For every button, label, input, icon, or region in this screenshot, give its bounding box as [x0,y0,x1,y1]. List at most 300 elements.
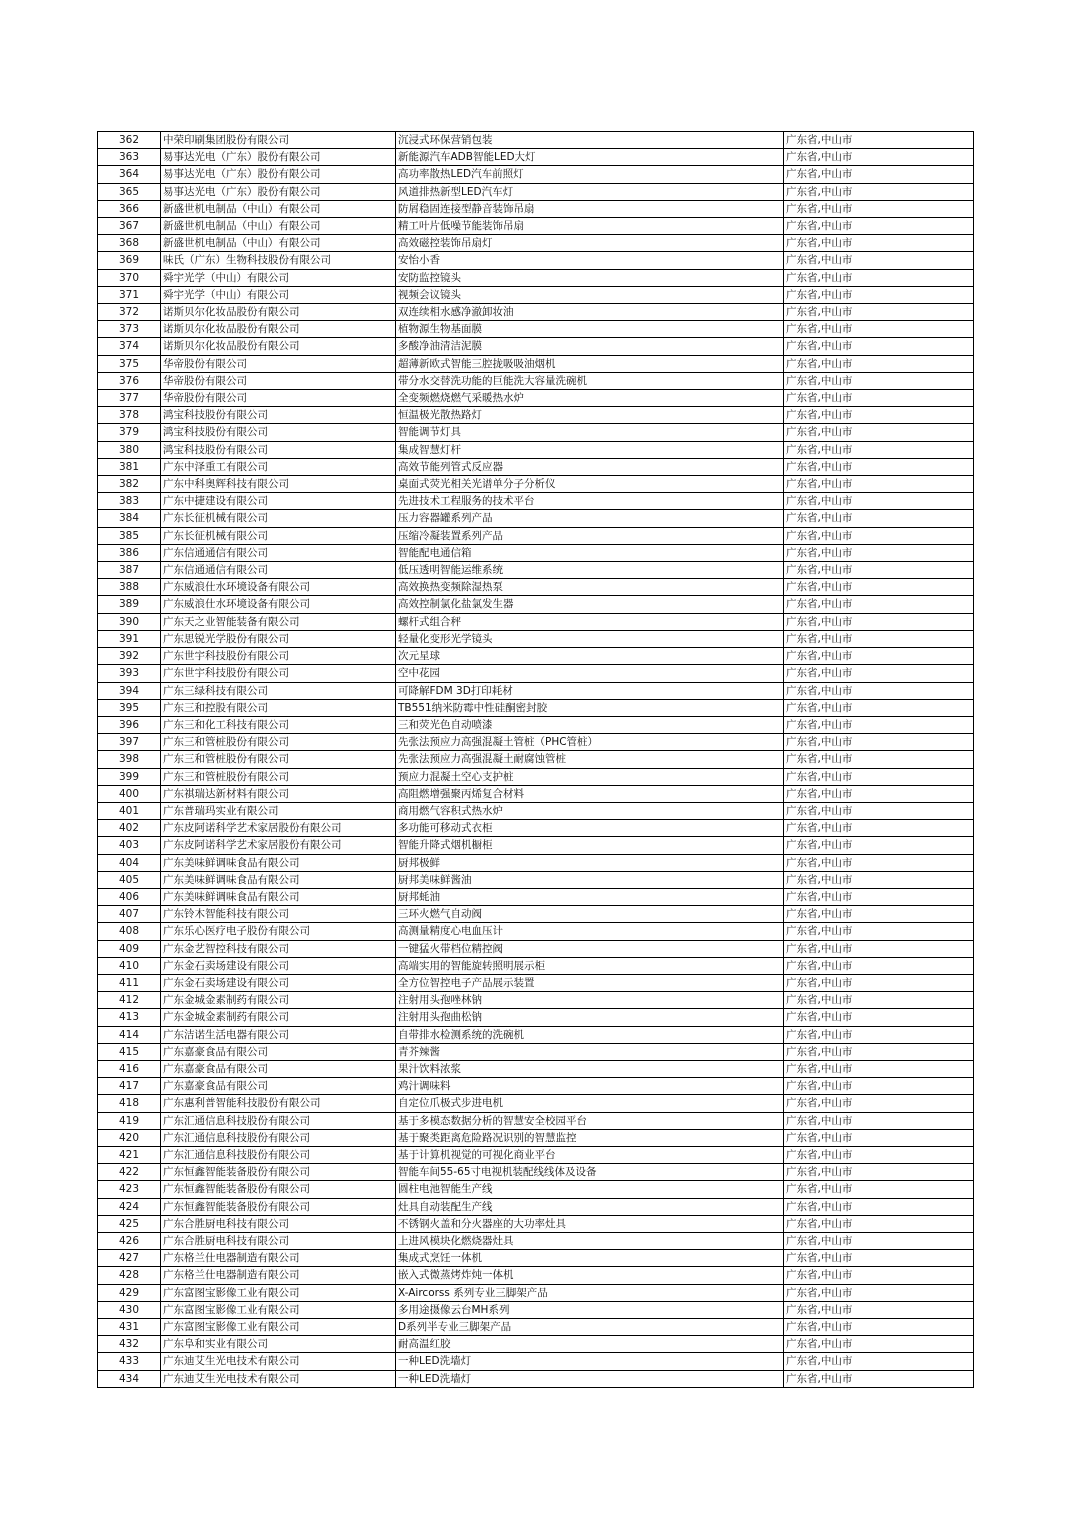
table-body [98,132,974,1388]
company-name-cell: 广东富图宝影像工业有限公司 [161,1301,396,1318]
company-name-cell: 易事达光电（广东）股份有限公司 [161,149,396,166]
row-number-cell: 393 [98,665,161,682]
region-cell: 广东省,中山市 [784,132,974,149]
row-number-cell: 385 [98,527,161,544]
row-number-cell: 374 [98,338,161,355]
row-number-cell: 420 [98,1129,161,1146]
table-row [98,458,974,475]
row-number-cell: 404 [98,854,161,871]
table-row [98,1078,974,1095]
region-cell: 广东省,中山市 [784,837,974,854]
region-cell: 广东省,中山市 [784,1164,974,1181]
region-cell: 广东省,中山市 [784,235,974,252]
region-cell: 广东省,中山市 [784,665,974,682]
table-row [98,304,974,321]
region-cell: 广东省,中山市 [784,407,974,424]
table-row [98,1370,974,1387]
region-cell: 广东省,中山市 [784,286,974,303]
product-name-cell: 高效换热变频除湿热泵 [396,579,784,596]
product-name-cell: 智能车间55-65寸电视机装配线线体及设备 [396,1164,784,1181]
product-name-cell: 一键猛火带档位精控阀 [396,940,784,957]
company-name-cell: 广东信通通信有限公司 [161,544,396,561]
table-row [98,957,974,974]
product-name-cell: 多用途摄像云台MH系列 [396,1301,784,1318]
company-name-cell: 广东汇通信息科技股份有限公司 [161,1146,396,1163]
region-cell: 广东省,中山市 [784,476,974,493]
company-name-cell: 广东思锐光学股份有限公司 [161,630,396,647]
company-name-cell: 广东恒鑫智能装备股份有限公司 [161,1164,396,1181]
company-name-cell: 广东金石卖场建设有限公司 [161,974,396,991]
company-name-cell: 广东格兰仕电器制造有限公司 [161,1250,396,1267]
row-number-cell: 401 [98,802,161,819]
region-cell: 广东省,中山市 [784,321,974,338]
company-name-cell: 广东迪艾生光电技术有限公司 [161,1370,396,1387]
company-name-cell: 中荣印刷集团股份有限公司 [161,132,396,149]
region-cell: 广东省,中山市 [784,820,974,837]
row-number-cell: 383 [98,493,161,510]
row-number-cell: 386 [98,544,161,561]
table-row [98,1043,974,1060]
table-row [98,1181,974,1198]
product-name-cell: 高效磁控装饰吊扇灯 [396,235,784,252]
region-cell: 广东省,中山市 [784,1026,974,1043]
product-name-cell: 次元星球 [396,648,784,665]
table-row [98,149,974,166]
row-number-cell: 413 [98,1009,161,1026]
product-name-cell: 灶具自动装配生产线 [396,1198,784,1215]
company-name-cell: 广东汇通信息科技股份有限公司 [161,1129,396,1146]
product-name-cell: 沉浸式环保营销包装 [396,132,784,149]
product-name-cell: 全方位智控电子产品展示装置 [396,974,784,991]
region-cell: 广东省,中山市 [784,183,974,200]
table-row [98,1112,974,1129]
row-number-cell: 419 [98,1112,161,1129]
product-name-cell: 自带排水检测系统的洗碗机 [396,1026,784,1043]
row-number-cell: 434 [98,1370,161,1387]
row-number-cell: 376 [98,372,161,389]
region-cell: 广东省,中山市 [784,1370,974,1387]
company-name-cell: 鸿宝科技股份有限公司 [161,407,396,424]
region-cell: 广东省,中山市 [784,527,974,544]
region-cell: 广东省,中山市 [784,544,974,561]
region-cell: 广东省,中山市 [784,562,974,579]
product-name-cell: 压力容器罐系列产品 [396,510,784,527]
region-cell: 广东省,中山市 [784,1267,974,1284]
company-name-cell: 广东信通通信有限公司 [161,562,396,579]
company-name-cell: 华帝股份有限公司 [161,355,396,372]
table-row [98,579,974,596]
region-cell: 广东省,中山市 [784,252,974,269]
region-cell: 广东省,中山市 [784,493,974,510]
company-name-cell: 广东合胜厨电科技有限公司 [161,1233,396,1250]
row-number-cell: 375 [98,355,161,372]
row-number-cell: 431 [98,1319,161,1336]
table-row [98,493,974,510]
region-cell: 广东省,中山市 [784,1233,974,1250]
table-row [98,1129,974,1146]
product-name-cell: 果汁饮料浓浆 [396,1060,784,1077]
row-number-cell: 365 [98,183,161,200]
region-cell: 广东省,中山市 [784,682,974,699]
region-cell: 广东省,中山市 [784,1009,974,1026]
product-name-cell: 风道排热新型LED汽车灯 [396,183,784,200]
company-name-cell: 新盛世机电制品（中山）有限公司 [161,235,396,252]
company-name-cell: 广东阜和实业有限公司 [161,1336,396,1353]
region-cell: 广东省,中山市 [784,871,974,888]
product-name-cell: 视频会议镜头 [396,286,784,303]
row-number-cell: 395 [98,699,161,716]
company-name-cell: 诺斯贝尔化妆品股份有限公司 [161,321,396,338]
row-number-cell: 432 [98,1336,161,1353]
product-name-cell: 青芥辣酱 [396,1043,784,1060]
row-number-cell: 389 [98,596,161,613]
row-number-cell: 390 [98,613,161,630]
table-row [98,1233,974,1250]
table-row [98,820,974,837]
company-name-cell: 华帝股份有限公司 [161,390,396,407]
product-name-cell: 高端实用的智能旋转照明展示柜 [396,957,784,974]
company-name-cell: 广东皮阿诺科学艺术家居股份有限公司 [161,820,396,837]
region-cell: 广东省,中山市 [784,596,974,613]
row-number-cell: 400 [98,785,161,802]
table-row [98,630,974,647]
row-number-cell: 408 [98,923,161,940]
product-name-cell: 带分水交替洗功能的巨能洗大容量洗碗机 [396,372,784,389]
product-name-cell: 不锈钢火盖和分火器座的大功率灶具 [396,1215,784,1232]
table-row [98,751,974,768]
product-name-cell: 三和荧光色自动喷漆 [396,716,784,733]
product-name-cell: 先进技术工程服务的技术平台 [396,493,784,510]
table-row [98,544,974,561]
product-name-cell: 可降解FDM 3D打印耗材 [396,682,784,699]
region-cell: 广东省,中山市 [784,751,974,768]
company-name-cell: 广东嘉豪食品有限公司 [161,1043,396,1060]
company-name-cell: 广东美味鲜调味食品有限公司 [161,888,396,905]
region-cell: 广东省,中山市 [784,768,974,785]
product-name-cell: 三环火燃气自动阀 [396,906,784,923]
product-name-cell: 预应力混凝土空心支护桩 [396,768,784,785]
table-row [98,906,974,923]
product-name-cell: 高测量精度心电血压计 [396,923,784,940]
company-name-cell: 广东嘉豪食品有限公司 [161,1060,396,1077]
row-number-cell: 423 [98,1181,161,1198]
region-cell: 广东省,中山市 [784,1250,974,1267]
table-row [98,510,974,527]
region-cell: 广东省,中山市 [784,957,974,974]
company-name-cell: 广东世宇科技股份有限公司 [161,665,396,682]
region-cell: 广东省,中山市 [784,854,974,871]
product-name-cell: 耐高温红胶 [396,1336,784,1353]
company-name-cell: 广东中捷建设有限公司 [161,493,396,510]
product-name-cell: 先张法预应力高强混凝土管桩（PHC管桩） [396,734,784,751]
product-name-cell: 一种LED洗墙灯 [396,1370,784,1387]
product-name-cell: 新能源汽车ADB智能LED大灯 [396,149,784,166]
row-number-cell: 363 [98,149,161,166]
product-name-cell: 空中花园 [396,665,784,682]
company-name-cell: 广东恒鑫智能装备股份有限公司 [161,1198,396,1215]
row-number-cell: 428 [98,1267,161,1284]
region-cell: 广东省,中山市 [784,716,974,733]
company-name-cell: 广东汇通信息科技股份有限公司 [161,1112,396,1129]
row-number-cell: 411 [98,974,161,991]
product-name-cell: 高功率散热LED汽车前照灯 [396,166,784,183]
region-cell: 广东省,中山市 [784,200,974,217]
row-number-cell: 414 [98,1026,161,1043]
region-cell: 广东省,中山市 [784,992,974,1009]
company-name-cell: 广东嘉豪食品有限公司 [161,1078,396,1095]
company-name-cell: 广东格兰仕电器制造有限公司 [161,1267,396,1284]
company-name-cell: 广东长征机械有限公司 [161,527,396,544]
table-row [98,1336,974,1353]
table-row [98,166,974,183]
table-row [98,1026,974,1043]
company-name-cell: 广东皮阿诺科学艺术家居股份有限公司 [161,837,396,854]
company-name-cell: 广东金石卖场建设有限公司 [161,957,396,974]
product-name-cell: 桌面式荧光相关光谱单分子分析仪 [396,476,784,493]
product-name-cell: D系列半专业三脚架产品 [396,1319,784,1336]
region-cell: 广东省,中山市 [784,149,974,166]
table-row [98,1060,974,1077]
company-name-cell: 易事达光电（广东）股份有限公司 [161,183,396,200]
table-row [98,1164,974,1181]
region-cell: 广东省,中山市 [784,613,974,630]
region-cell: 广东省,中山市 [784,1353,974,1370]
row-number-cell: 430 [98,1301,161,1318]
row-number-cell: 379 [98,424,161,441]
row-number-cell: 397 [98,734,161,751]
company-name-cell: 舜宇光学（中山）有限公司 [161,269,396,286]
product-name-cell: 基于多模态数据分析的智慧安全校园平台 [396,1112,784,1129]
row-number-cell: 409 [98,940,161,957]
table-row [98,854,974,871]
row-number-cell: 380 [98,441,161,458]
row-number-cell: 388 [98,579,161,596]
region-cell: 广东省,中山市 [784,940,974,957]
table-row [98,355,974,372]
table-row [98,648,974,665]
table-row [98,407,974,424]
region-cell: 广东省,中山市 [784,424,974,441]
row-number-cell: 433 [98,1353,161,1370]
row-number-cell: 373 [98,321,161,338]
company-name-cell: 鸿宝科技股份有限公司 [161,441,396,458]
region-cell: 广东省,中山市 [784,218,974,235]
table-row [98,768,974,785]
row-number-cell: 382 [98,476,161,493]
row-number-cell: 425 [98,1215,161,1232]
table-row [98,235,974,252]
company-name-cell: 新盛世机电制品（中山）有限公司 [161,200,396,217]
product-name-cell: 高效节能列管式反应器 [396,458,784,475]
table-row [98,734,974,751]
row-number-cell: 387 [98,562,161,579]
table-row [98,802,974,819]
table-row [98,923,974,940]
table-row [98,1250,974,1267]
table-row [98,183,974,200]
company-name-cell: 舜宇光学（中山）有限公司 [161,286,396,303]
table-row [98,1267,974,1284]
product-name-cell: 注射用头孢曲松钠 [396,1009,784,1026]
region-cell: 广东省,中山市 [784,1181,974,1198]
product-name-cell: 智能调节灯具 [396,424,784,441]
product-name-cell: 螺杆式组合秤 [396,613,784,630]
table-row [98,699,974,716]
row-number-cell: 417 [98,1078,161,1095]
company-name-cell: 广东威浪仕水环境设备有限公司 [161,579,396,596]
region-cell: 广东省,中山市 [784,699,974,716]
table-row [98,871,974,888]
company-name-cell: 广东铃木智能科技有限公司 [161,906,396,923]
region-cell: 广东省,中山市 [784,1129,974,1146]
region-cell: 广东省,中山市 [784,1078,974,1095]
table-row [98,888,974,905]
table-row [98,562,974,579]
row-number-cell: 394 [98,682,161,699]
company-name-cell: 广东三和管桩股份有限公司 [161,751,396,768]
region-cell: 广东省,中山市 [784,458,974,475]
table-row [98,1009,974,1026]
company-name-cell: 广东天之业智能装备有限公司 [161,613,396,630]
region-cell: 广东省,中山市 [784,648,974,665]
company-name-cell: 广东三和管桩股份有限公司 [161,734,396,751]
region-cell: 广东省,中山市 [784,906,974,923]
row-number-cell: 362 [98,132,161,149]
company-name-cell: 广东合胜厨电科技有限公司 [161,1215,396,1232]
company-name-cell: 鸿宝科技股份有限公司 [161,424,396,441]
product-name-cell: 鸡汁调味料 [396,1078,784,1095]
product-name-cell: 厨邦极鲜 [396,854,784,871]
table-row [98,716,974,733]
table-row [98,1319,974,1336]
product-name-cell: 上进风模块化燃烧器灶具 [396,1233,784,1250]
company-name-cell: 广东美味鲜调味食品有限公司 [161,871,396,888]
row-number-cell: 403 [98,837,161,854]
company-name-cell: 广东金城金素制药有限公司 [161,992,396,1009]
product-name-cell: 厨邦蚝油 [396,888,784,905]
product-name-cell: 智能配电通信箱 [396,544,784,561]
region-cell: 广东省,中山市 [784,355,974,372]
company-name-cell: 广东金艺智控科技有限公司 [161,940,396,957]
table-row [98,321,974,338]
table-row [98,527,974,544]
table-row [98,1095,974,1112]
region-cell: 广东省,中山市 [784,1043,974,1060]
product-name-cell: 超薄新欧式智能三腔拢吸吸油烟机 [396,355,784,372]
company-name-cell: 广东美味鲜调味食品有限公司 [161,854,396,871]
product-name-cell: 压缩冷凝装置系列产品 [396,527,784,544]
table-row [98,613,974,630]
product-name-cell: 双连续相水感净澈卸妆油 [396,304,784,321]
product-name-cell: 嵌入式微蒸烤炸炖一体机 [396,1267,784,1284]
product-name-cell: 商用燃气容积式热水炉 [396,802,784,819]
product-name-cell: 防屑稳固连接型静音装饰吊扇 [396,200,784,217]
table-row [98,132,974,149]
table-row [98,1301,974,1318]
company-name-cell: 广东三绿科技有限公司 [161,682,396,699]
company-name-cell: 广东祺瑞达新材料有限公司 [161,785,396,802]
company-name-cell: 广东威浪仕水环境设备有限公司 [161,596,396,613]
region-cell: 广东省,中山市 [784,304,974,321]
region-cell: 广东省,中山市 [784,338,974,355]
company-name-cell: 诺斯贝尔化妆品股份有限公司 [161,338,396,355]
row-number-cell: 396 [98,716,161,733]
company-name-cell: 广东中科奥辉科技有限公司 [161,476,396,493]
row-number-cell: 422 [98,1164,161,1181]
product-name-cell: 基于聚类距离危险路况识别的智慧监控 [396,1129,784,1146]
row-number-cell: 392 [98,648,161,665]
region-cell: 广东省,中山市 [784,1215,974,1232]
table-row [98,1353,974,1370]
product-name-cell: 精工叶片低噪节能装饰吊扇 [396,218,784,235]
product-name-cell: 厨邦美味鲜酱油 [396,871,784,888]
product-name-cell: 基于计算机视觉的可视化商业平台 [396,1146,784,1163]
row-number-cell: 391 [98,630,161,647]
company-name-cell: 诺斯贝尔化妆品股份有限公司 [161,304,396,321]
table-row [98,476,974,493]
product-name-cell: 安怡小香 [396,252,784,269]
table-row [98,785,974,802]
row-number-cell: 410 [98,957,161,974]
table-row [98,200,974,217]
company-name-cell: 广东乐心医疗电子股份有限公司 [161,923,396,940]
product-name-cell: 圆柱电池智能生产线 [396,1181,784,1198]
product-name-cell: 全变频燃烧燃气采暖热水炉 [396,390,784,407]
product-name-cell: 智能升降式烟机橱柜 [396,837,784,854]
row-number-cell: 406 [98,888,161,905]
company-name-cell: 广东普瑞玛实业有限公司 [161,802,396,819]
table-row [98,269,974,286]
region-cell: 广东省,中山市 [784,269,974,286]
table-row [98,338,974,355]
row-number-cell: 384 [98,510,161,527]
row-number-cell: 398 [98,751,161,768]
company-name-cell: 广东三和化工科技有限公司 [161,716,396,733]
row-number-cell: 415 [98,1043,161,1060]
row-number-cell: 424 [98,1198,161,1215]
row-number-cell: 378 [98,407,161,424]
region-cell: 广东省,中山市 [784,1319,974,1336]
row-number-cell: 402 [98,820,161,837]
region-cell: 广东省,中山市 [784,1301,974,1318]
region-cell: 广东省,中山市 [784,1198,974,1215]
table-row [98,1284,974,1301]
company-name-cell: 广东长征机械有限公司 [161,510,396,527]
table-row [98,218,974,235]
table-row [98,596,974,613]
table-row [98,665,974,682]
row-number-cell: 377 [98,390,161,407]
row-number-cell: 405 [98,871,161,888]
row-number-cell: 370 [98,269,161,286]
table-row [98,1146,974,1163]
company-name-cell: 广东世宇科技股份有限公司 [161,648,396,665]
company-name-cell: 广东三和控股有限公司 [161,699,396,716]
row-number-cell: 418 [98,1095,161,1112]
region-cell: 广东省,中山市 [784,390,974,407]
company-name-cell: 广东恒鑫智能装备股份有限公司 [161,1181,396,1198]
product-name-cell: 恒温极光散热路灯 [396,407,784,424]
product-name-cell: 多酸净油清洁泥膜 [396,338,784,355]
region-cell: 广东省,中山市 [784,888,974,905]
table-row [98,974,974,991]
row-number-cell: 399 [98,768,161,785]
product-name-cell: 注射用头孢唑林钠 [396,992,784,1009]
company-name-cell: 华帝股份有限公司 [161,372,396,389]
region-cell: 广东省,中山市 [784,372,974,389]
product-name-cell: 集成智慧灯杆 [396,441,784,458]
region-cell: 广东省,中山市 [784,1336,974,1353]
